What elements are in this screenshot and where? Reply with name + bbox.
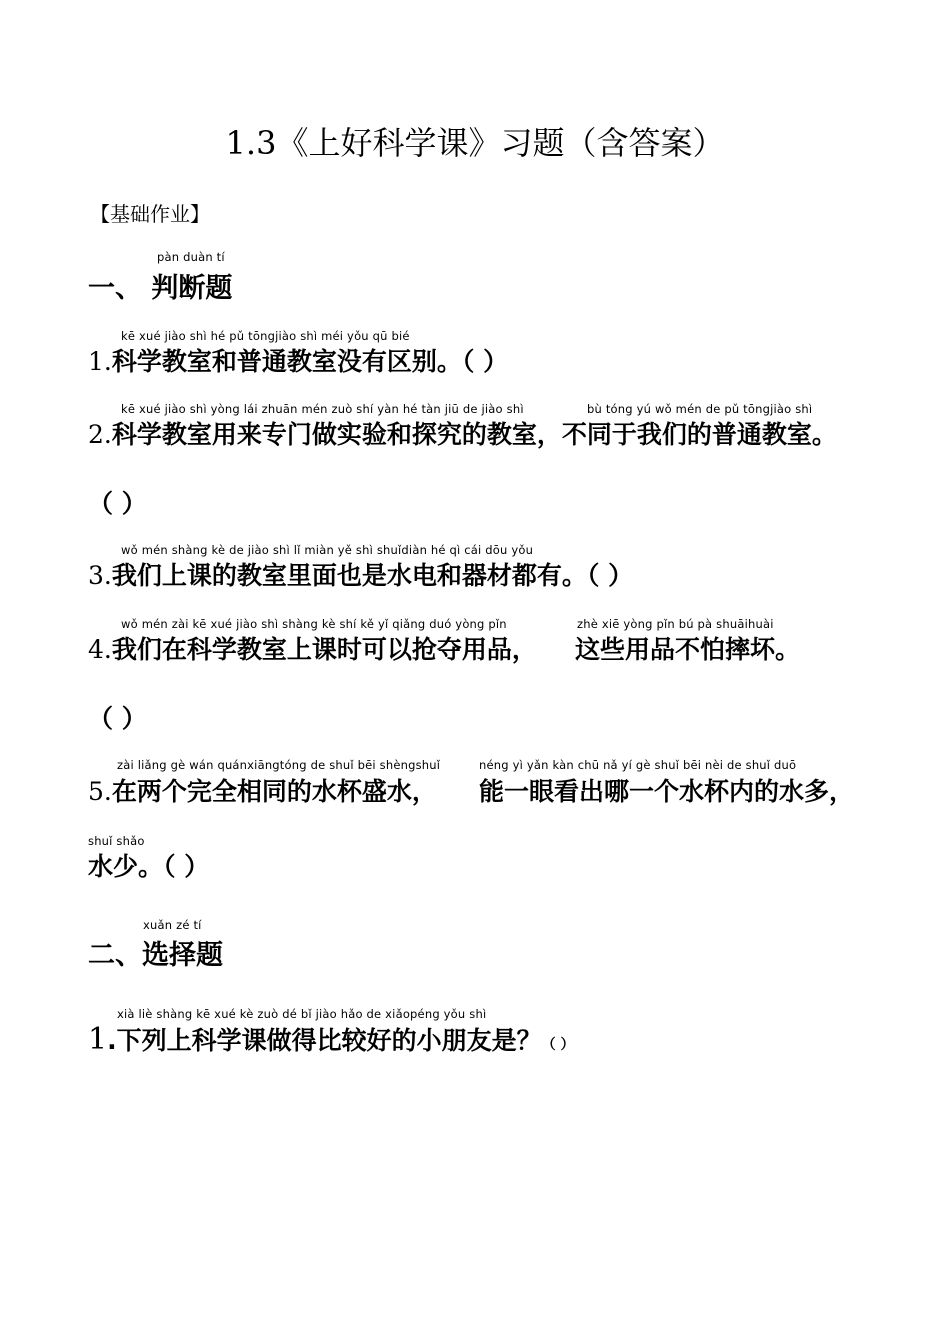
question-text-a: 在两个完全相同的水杯盛水， [111,777,437,806]
q2-pinyin-a: kē xué jiào shì yòng lái zhuān mén zuò shí yàn hé tàn jiū de jiào shì [121,402,524,416]
question-number: 1. [88,347,112,376]
question-text: .下列上科学课做得比较好的小朋友是？ [107,1026,542,1055]
question-number: 1 [88,1022,108,1057]
part2-heading: 二、选择题 [88,940,223,971]
question-number: 2. [88,420,112,449]
question-text-b: 这些用品不怕摔坏。 [575,635,801,664]
question-text-b: 能一眼看出哪一个水杯内的水多， [479,777,855,806]
part2-heading-pinyin: xuǎn zé tí [143,918,202,932]
q3-pinyin: wǒ mén shàng kè de jiào shì lǐ miàn yě shì shuǐdiàn hé qì cái dōu yǒu [121,543,534,557]
question-text: 我们上课的教室里面也是水电和器材都有。（ ） [111,561,634,590]
question-number: 5. [88,777,112,806]
part1-heading-pinyin: pàn duàn tí [157,250,225,264]
mc1-pinyin: xià liè shàng kē xué kè zuò dé bǐ jiào hǎo de xiǎopéng yǒu shì [117,1007,487,1021]
answer-paren-4: （ ） [88,704,147,733]
page-title: 1.3《上好科学课》习题（含答案） [225,124,725,162]
judge-question-5 [88,772,437,808]
question-text: 科学教室和普通教室没有区别。（ ） [111,347,509,376]
question-text-c: 水少。（ ） [88,852,210,881]
judge-question-2 [88,415,837,451]
q2-pinyin-b: bù tóng yú wǒ mén de pǔ tōngjiào shì [587,402,813,416]
q4-pinyin-a: wǒ mén zài kē xué jiào shì shàng kè shí kě yǐ qiǎng duó yòng pǐn [121,617,507,631]
q5-pinyin-c: shuǐ shǎo [88,834,145,848]
judge-question-3 [88,556,633,592]
judge-question-4 [88,630,537,666]
q5-pinyin-a: zài liǎng gè wán quánxiāngtóng de shuǐ bēi shèngshuǐ [117,758,441,772]
section-tag: 【基础作业】 [90,202,210,226]
answer-paren: （ ） [541,1037,575,1053]
choice-question-1 [88,1021,574,1057]
question-text: 科学教室用来专门做实验和探究的教室，不同于我们的普通教室。 [111,420,837,449]
q1-pinyin: kē xué jiào shì hé pǔ tōngjiào shì méi yǒu qū bié [121,329,410,343]
judge-question-1 [88,342,508,378]
answer-paren-2: （ ） [88,489,147,518]
part1-heading: 一、 判断题 [88,273,233,304]
question-text-a: 我们在科学教室上课时可以抢夺用品， [111,635,537,664]
q4-pinyin-b: zhè xiē yòng pǐn bú pà shuāihuài [577,617,774,631]
question-number: 3. [88,561,112,590]
q5-pinyin-b: néng yì yǎn kàn chū nǎ yí gè shuǐ bēi nèi de shuǐ duō [479,758,797,772]
question-number: 4. [88,635,112,664]
